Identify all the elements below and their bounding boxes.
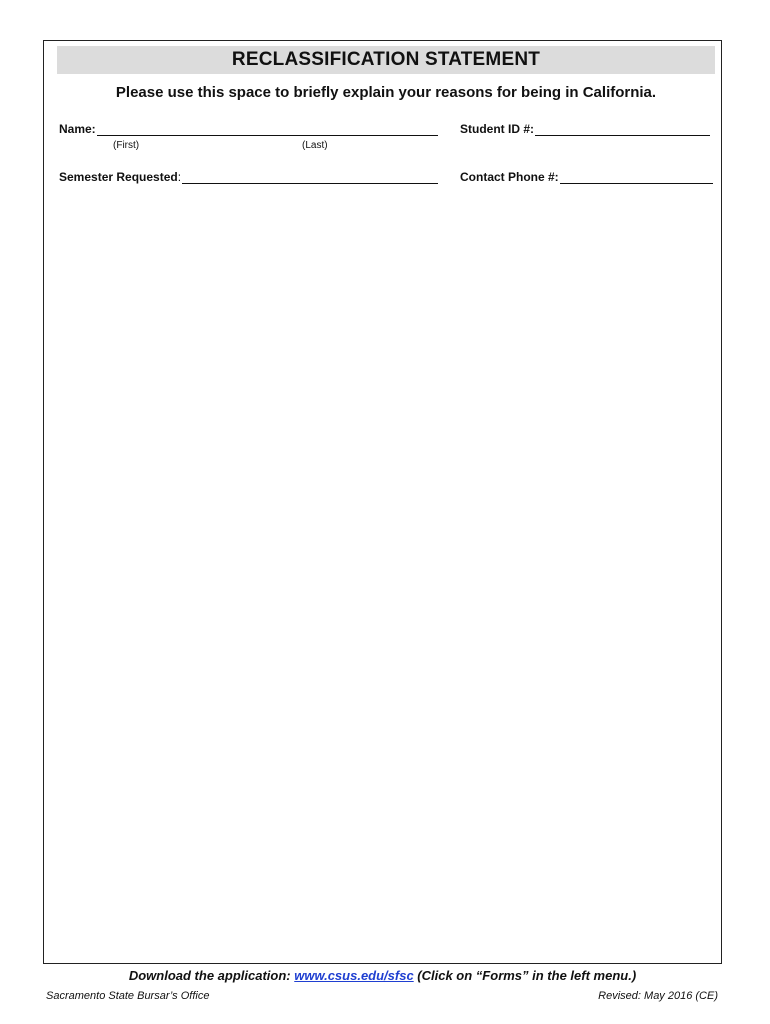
contact-phone-input-line[interactable] [560, 170, 713, 184]
semester-colon: : [177, 170, 182, 184]
student-id-field[interactable] [460, 122, 710, 136]
office-name: Sacramento State Bursar’s Office [46, 990, 210, 1002]
semester-label: Semester Requested [59, 170, 178, 184]
page-title: RECLASSIFICATION STATEMENT [231, 49, 541, 70]
sfsc-link[interactable]: www.csus.edu/sfsc [294, 968, 414, 983]
revision-date: Revised: May 2016 (CE) [598, 990, 718, 1002]
semester-field[interactable] [59, 170, 438, 184]
name-field[interactable] [59, 122, 438, 136]
explanation-area[interactable] [57, 200, 715, 950]
first-name-hint: (First) [113, 140, 140, 151]
last-name-hint: (Last) [302, 140, 328, 151]
semester-input-line[interactable] [182, 170, 438, 184]
footer-download-line [43, 968, 722, 983]
title-bar [57, 46, 715, 74]
name-label: Name: [59, 122, 96, 136]
student-id-input-line[interactable] [535, 122, 710, 136]
name-input-line[interactable] [97, 122, 438, 136]
footer-download-prefix: Download the application: [128, 968, 295, 983]
instructions-text: Please use this space to briefly explain your reasons for being in California. [115, 84, 657, 101]
student-id-label: Student ID #: [460, 122, 534, 136]
contact-phone-label: Contact Phone #: [460, 170, 559, 184]
contact-phone-field[interactable] [460, 170, 713, 184]
footer-download-suffix: (Click on “Forms” in the left menu.) [413, 968, 637, 983]
